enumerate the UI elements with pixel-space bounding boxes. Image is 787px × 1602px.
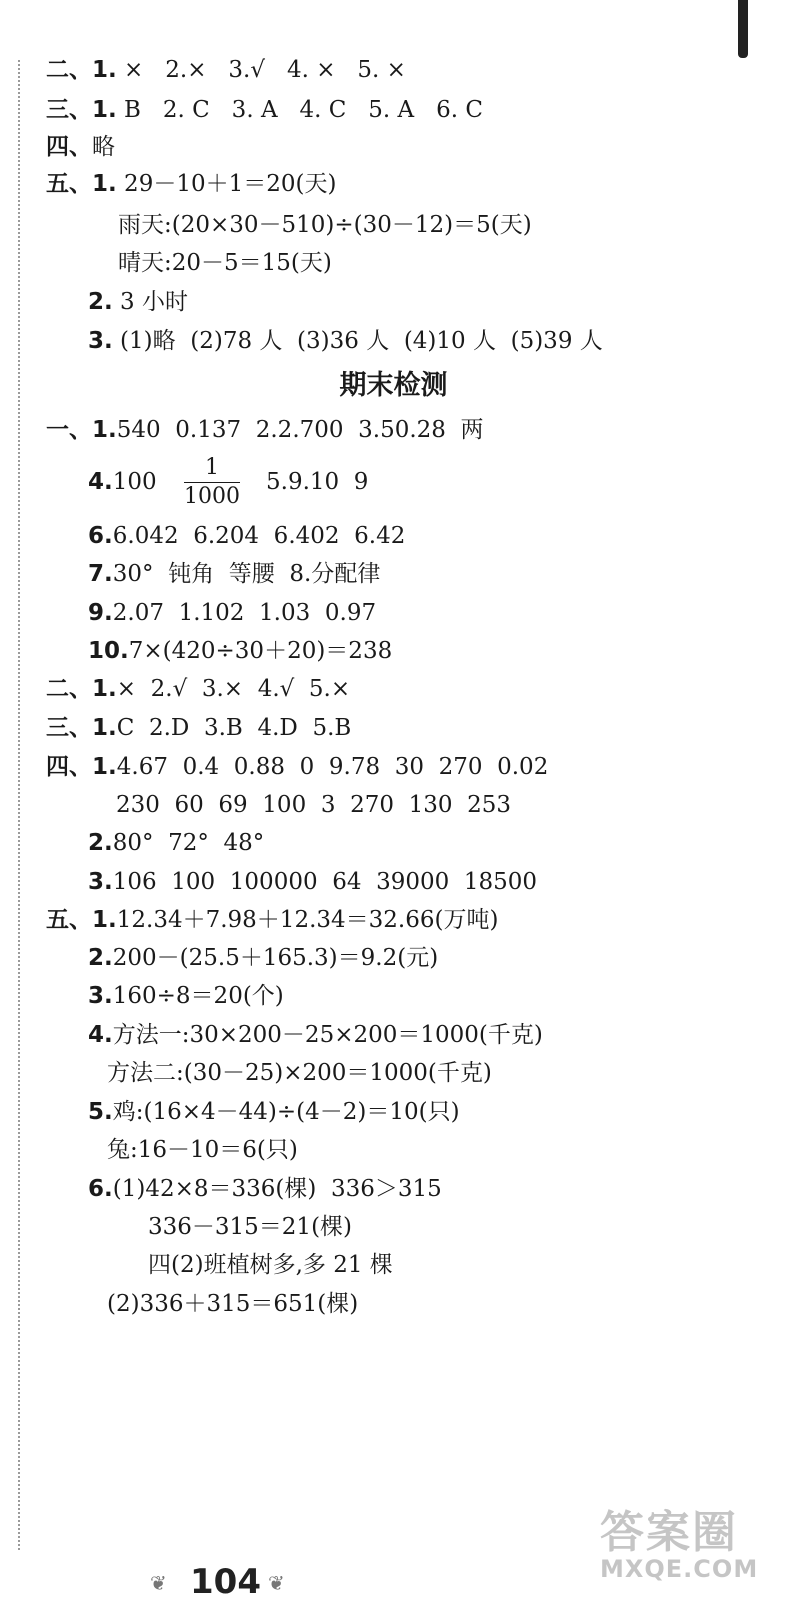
answer-line: 6.6.042 6.204 6.402 6.42: [88, 523, 406, 549]
answer-line: 晴天:20－5＝15(天): [118, 250, 332, 276]
leaf-decoration-icon: ❦: [150, 1571, 167, 1595]
answer-line: 2. 3 小时: [88, 289, 189, 315]
margin-rule: [18, 60, 20, 1550]
fraction-bar: [184, 482, 240, 483]
answer-line: 四(2)班植树多,多 21 棵: [148, 1252, 393, 1278]
answer-line: 5.鸡:(16×4－44)÷(4－2)＝10(只): [88, 1099, 460, 1125]
answer-line: 三、1. B 2. C 3. A 4. C 5. A 6. C: [46, 97, 483, 123]
watermark-url: MXQE.COM: [600, 1555, 759, 1583]
answer-line: 方法二:(30－25)×200＝1000(千克): [107, 1060, 492, 1086]
answer-line: 五、1. 29－10＋1＝20(天): [46, 171, 337, 197]
fraction-denominator: 1000: [184, 484, 240, 509]
answer-line: 3.160÷8＝20(个): [88, 983, 284, 1009]
answer-line: 四、略: [46, 134, 115, 160]
section-title: 期末检测: [339, 370, 448, 401]
answer-line: 2.200－(25.5＋165.3)＝9.2(元): [88, 945, 439, 971]
answer-line: 2.80° 72° 48°: [88, 830, 265, 856]
corner-mark: [738, 0, 748, 58]
answer-line: 兔:16－10＝6(只): [107, 1137, 298, 1163]
fraction-numerator: 1: [205, 455, 219, 480]
answer-line: 4.100: [88, 469, 157, 495]
answer-line: 6.(1)42×8＝336(棵) 336＞315: [88, 1176, 442, 1202]
answer-line: 雨天:(20×30－510)÷(30－12)＝5(天): [118, 212, 532, 238]
answer-line: 3. (1)略 (2)78 人 (3)36 人 (4)10 人 (5)39 人: [88, 328, 603, 354]
answer-line: 230 60 69 100 3 270 130 253: [116, 792, 512, 818]
answer-line: 二、1.× 2.√ 3.× 4.√ 5.×: [46, 676, 351, 702]
page-number: 104: [190, 1562, 261, 1602]
answer-line: 336－315＝21(棵): [148, 1214, 353, 1240]
answer-line: 4.方法一:30×200－25×200＝1000(千克): [88, 1022, 543, 1048]
answer-line: 5.9.10 9: [266, 469, 369, 495]
answer-line: 一、1.540 0.137 2.2.700 3.50.28 两: [46, 417, 484, 443]
answer-line: 五、1.12.34＋7.98＋12.34＝32.66(万吨): [46, 907, 499, 933]
answer-line: 10.7×(420÷30＋20)＝238: [88, 638, 393, 664]
fraction: [184, 456, 240, 509]
answer-line: (2)336＋315＝651(棵): [107, 1291, 359, 1317]
answer-line: 9.2.07 1.102 1.03 0.97: [88, 600, 377, 626]
answer-line: 四、1.4.67 0.4 0.88 0 9.78 30 270 0.02: [46, 754, 549, 780]
leaf-decoration-icon: ❦: [268, 1571, 285, 1595]
answer-line: 三、1.C 2.D 3.B 4.D 5.B: [46, 715, 352, 741]
answer-line: 3.106 100 100000 64 39000 18500: [88, 869, 538, 895]
watermark-logo: 答案圈: [600, 1507, 738, 1558]
answer-line: 7.30° 钝角 等腰 8.分配律: [88, 561, 381, 587]
watermark: [600, 1507, 770, 1586]
answer-line: 二、1. × 2.× 3.√ 4. × 5. ×: [46, 57, 406, 83]
